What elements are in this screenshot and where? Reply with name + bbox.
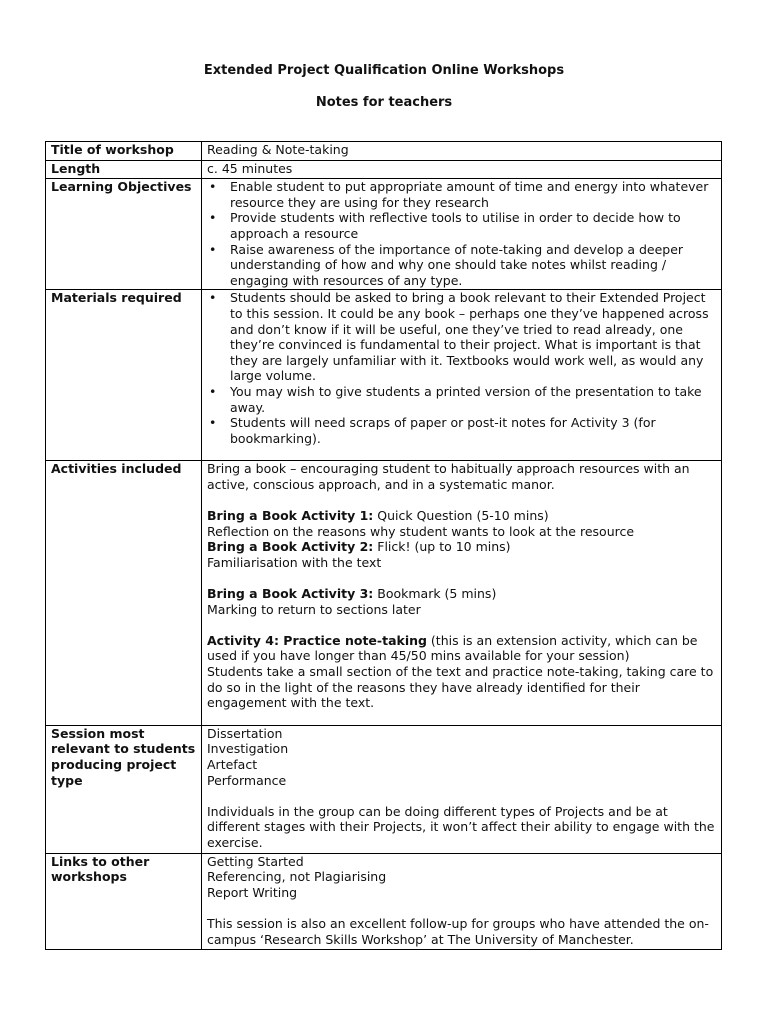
materials-list xyxy=(207,290,716,446)
activity-1-description: Reflection on the reasons why student wants to look at the resource xyxy=(207,523,635,539)
list-item: • Students should be asked to bring a book relevant to their Extended Project to this session. It could be any book – perhaps one they’ve happened across and don’t know if it will be useful, one they’ve tried to read already, one they’re convinced is fundamental to their project. What is important is that they are largely unfamiliar with it. Textbooks would work well, as would any large volume. xyxy=(230,290,716,384)
row-value-session xyxy=(202,725,722,853)
activity-2-title: Bring a Book Activity 2: xyxy=(207,539,374,555)
list-item: • Provide students with reflective tools to utilise in order to decide how to approach a resource xyxy=(230,210,716,241)
session-note: Individuals in the group can be doing different types of Projects and be at different stages with their Projects, it won’t affect their ability to engage with the exercise. xyxy=(207,803,715,850)
table-row xyxy=(46,725,722,853)
activity-4-title: Activity 4: Practice note-taking xyxy=(207,632,427,648)
table-row xyxy=(46,142,722,161)
activity-2-description: Familiarisation with the text xyxy=(207,554,382,570)
workshop-link-item: Report Writing xyxy=(207,884,298,900)
table-row xyxy=(46,179,722,290)
project-type-item: Performance xyxy=(207,772,287,788)
activity-2-heading xyxy=(207,539,716,555)
row-label-title: Title of workshop xyxy=(46,142,202,161)
row-value-activities xyxy=(202,461,722,726)
workshop-link-item: Getting Started xyxy=(207,853,304,869)
row-value-length: c. 45 minutes xyxy=(202,160,722,179)
activity-3-description: Marking to return to sections later xyxy=(207,601,421,617)
project-type-item: Artefact xyxy=(207,756,258,772)
document-subtitle: Notes for teachers xyxy=(315,95,453,110)
objectives-list xyxy=(207,179,716,288)
table-row xyxy=(46,290,722,461)
activity-1-detail: Quick Question (5-10 mins) xyxy=(373,508,549,524)
table-row xyxy=(46,853,722,950)
row-value-links xyxy=(202,853,722,950)
activity-3-title: Bring a Book Activity 3: xyxy=(207,586,374,602)
row-label-materials: Materials required xyxy=(46,290,202,461)
row-label-links: Links to other workshops xyxy=(46,853,202,950)
activities-intro: Bring a book – encouraging student to habitually approach resources with an active, conscious approach, and in a systematic manor. xyxy=(207,461,690,492)
table-row xyxy=(46,160,722,179)
row-value-objectives xyxy=(202,179,722,290)
activity-4-description: Students take a small section of the text and practice note-taking, taking care to do so in the light of the reasons they have already identified for their engagement with the text. xyxy=(207,664,714,711)
list-item: • Enable student to put appropriate amount of time and energy into whatever resource they are using for they research xyxy=(230,179,716,210)
row-label-length: Length xyxy=(46,160,202,179)
links-note: This session is also an excellent follow-up for groups who have attended the on-campus ‘Research Skills Workshop’ at The University of Manchester. xyxy=(207,915,709,947)
activity-2-detail: Flick! (up to 10 mins) xyxy=(373,539,511,555)
row-value-title: Reading & Note-taking xyxy=(202,142,722,161)
project-type-item: Dissertation xyxy=(207,725,283,741)
row-label-activities: Activities included xyxy=(46,461,202,726)
workshop-link-item: Referencing, not Plagiarising xyxy=(207,869,387,885)
activity-4-heading xyxy=(207,633,716,664)
list-item: • Raise awareness of the importance of note-taking and develop a deeper understanding of how and why one should take notes whilst reading / engaging with resources of any type. xyxy=(230,242,716,289)
document-title: Extended Project Qualification Online Workshops xyxy=(203,63,565,78)
activity-1-heading xyxy=(207,508,716,524)
row-label-session: Session most relevant to students producing project type xyxy=(46,725,202,853)
activity-3-detail: Bookmark (5 mins) xyxy=(373,586,497,602)
row-label-objectives: Learning Objectives xyxy=(46,179,202,290)
table-row xyxy=(46,461,722,726)
list-item: • Students will need scraps of paper or post-it notes for Activity 3 (for bookmarking). xyxy=(230,415,716,446)
activity-3-heading xyxy=(207,586,716,602)
activity-4-detail: (this is an extension activity, which can be used if you have longer than 45/50 mins available for your session) xyxy=(207,632,698,664)
activity-1-title: Bring a Book Activity 1: xyxy=(207,508,374,524)
row-value-materials xyxy=(202,290,722,461)
workshop-table xyxy=(45,141,722,950)
list-item: • You may wish to give students a printed version of the presentation to take away. xyxy=(230,384,716,415)
project-type-item: Investigation xyxy=(207,741,289,757)
